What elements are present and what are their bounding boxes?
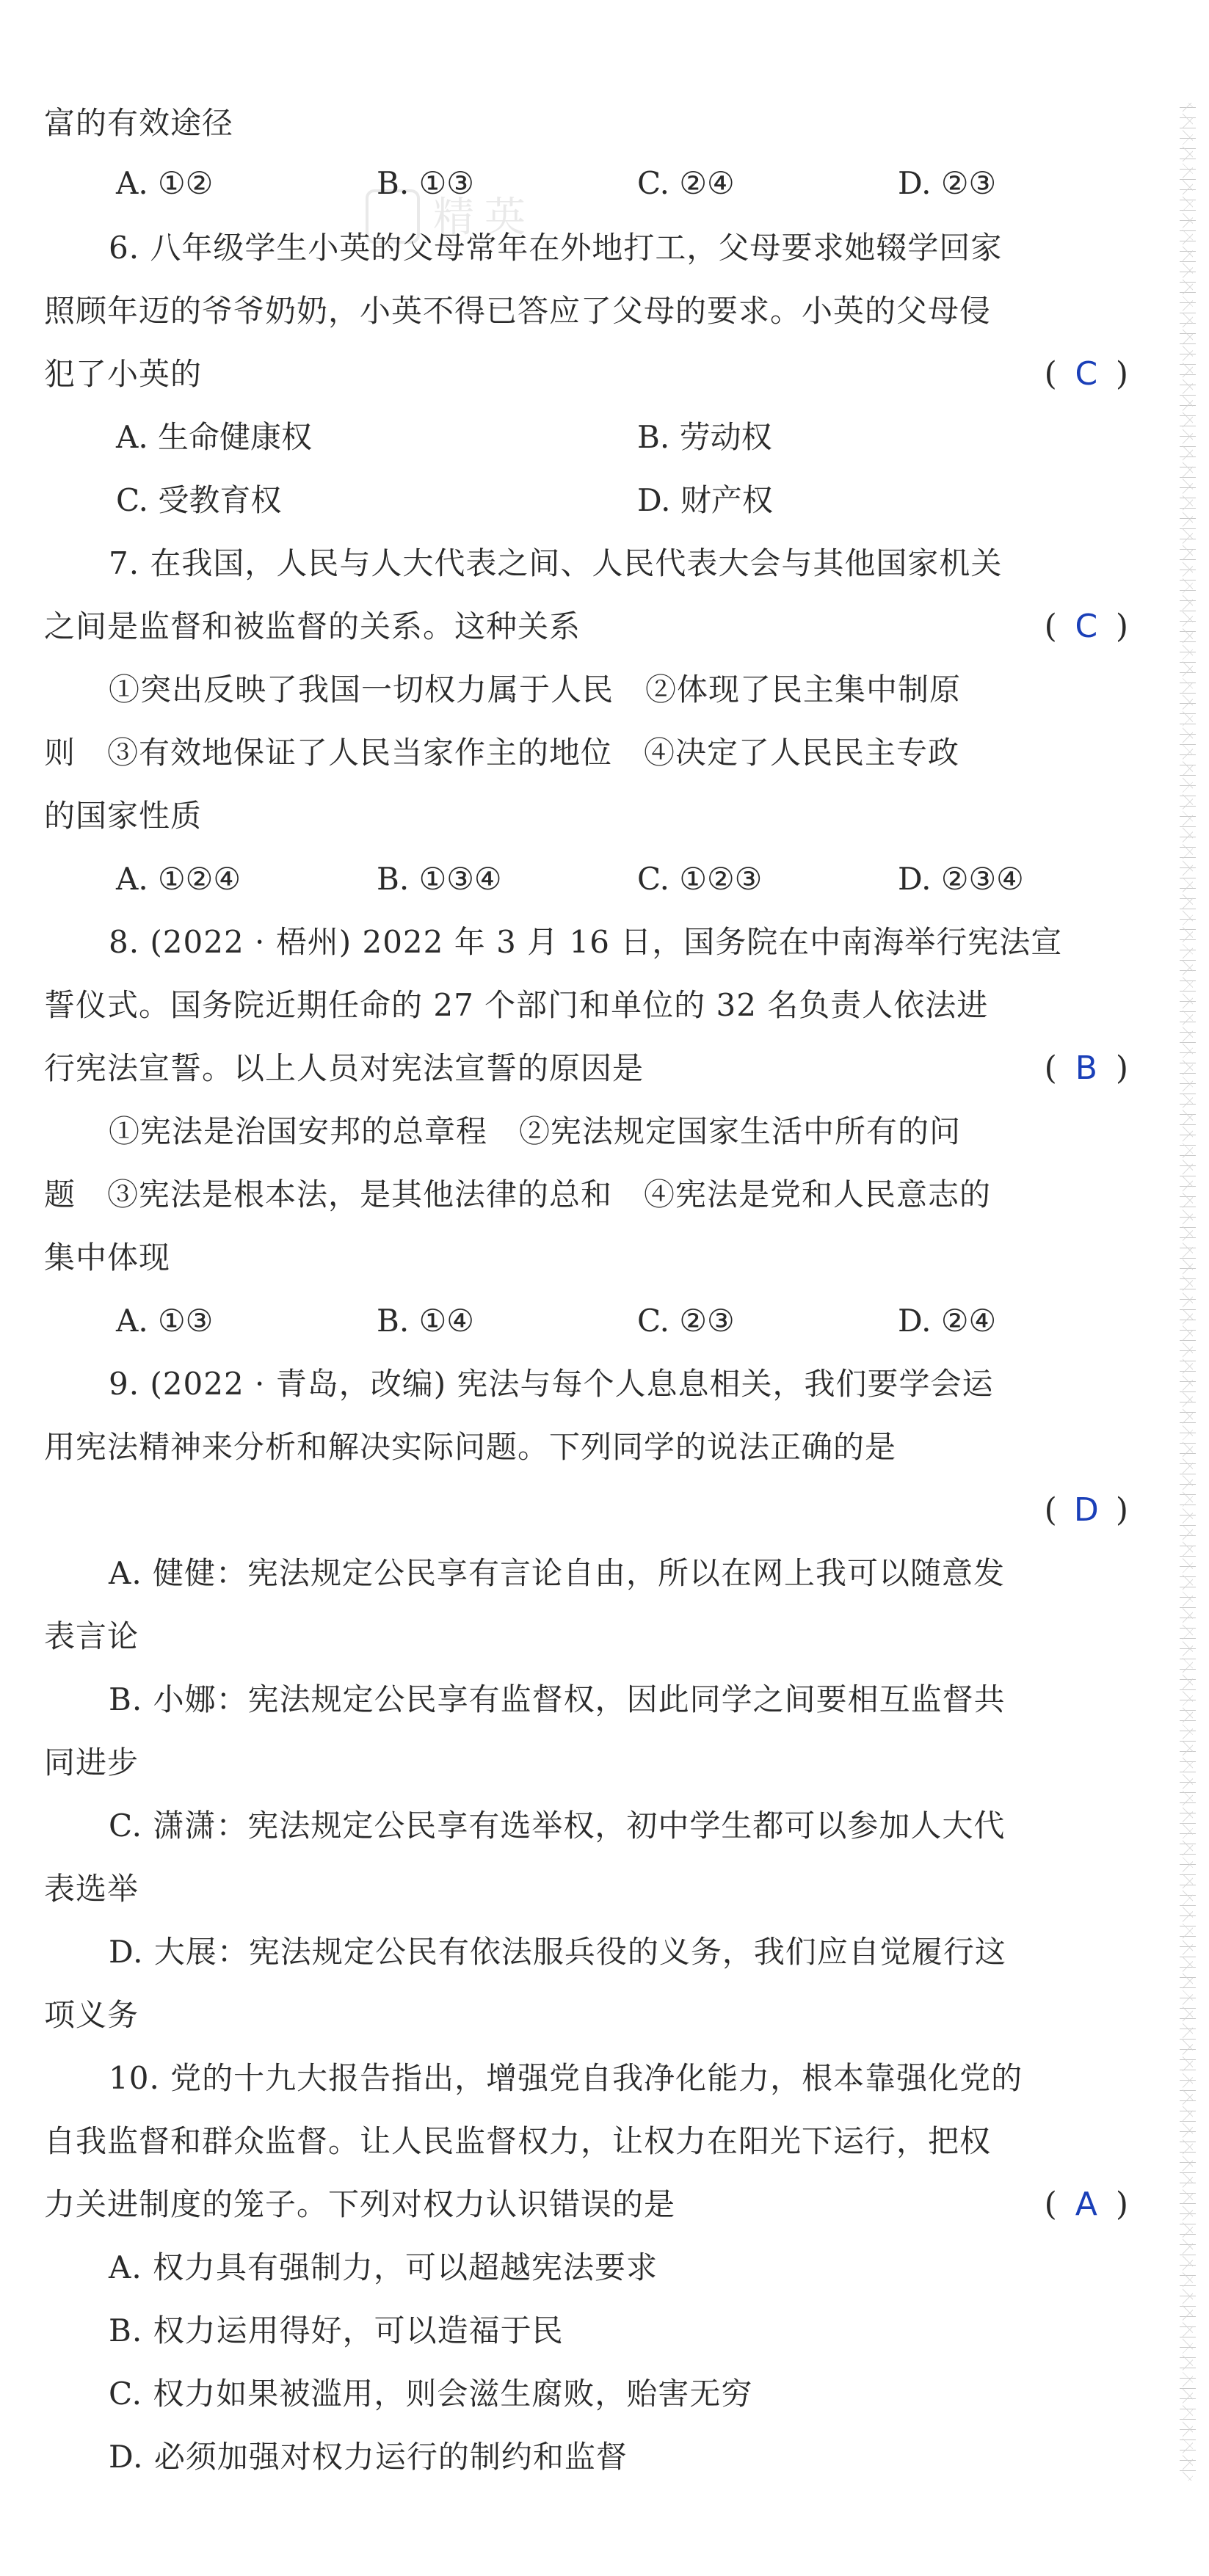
- q10-stem-3: 力关进制度的笼子。下列对权力认识错误的是: [44, 2186, 676, 2222]
- q9-option-c-2[interactable]: 表选举: [44, 1871, 139, 1907]
- q10-answer-value: A: [1075, 2186, 1097, 2223]
- q8-stem-1: 8. (2022 · 梧州) 2022 年 3 月 16 日，国务院在中南海举行宪法宣: [109, 924, 1063, 960]
- option-b[interactable]: B. ①③: [377, 165, 474, 201]
- option-b[interactable]: B. 劳动权: [637, 419, 772, 455]
- q8-answer: ( B ): [1045, 1048, 1128, 1089]
- option-a[interactable]: A. ①②: [116, 165, 214, 201]
- q8-statement-3: 集中体现: [44, 1240, 171, 1276]
- q8-stem-3: 行宪法宣誓。以上人员对宪法宣誓的原因是: [44, 1050, 645, 1086]
- option-c[interactable]: C. ①②③: [637, 861, 763, 897]
- q9-stem-1: 9. (2022 · 青岛，改编) 宪法与每个人息息相关，我们要学会运: [109, 1366, 994, 1402]
- option-d[interactable]: D. 财产权: [637, 482, 773, 518]
- q10-stem-2: 自我监督和群众监督。让人民监督权力，让权力在阳光下运行，把权: [44, 2123, 992, 2159]
- q7-answer: ( C ): [1045, 606, 1128, 647]
- q7-statement-3: 的国家性质: [44, 798, 203, 834]
- q5-options: [109, 163, 1128, 204]
- q9-option-d-2[interactable]: 项义务: [44, 1997, 139, 2033]
- option-d[interactable]: D. ②③④: [898, 861, 1024, 897]
- option-b[interactable]: B. ①④: [377, 1303, 474, 1339]
- q7-statement-1: ①突出反映了我国一切权力属于人民 ②体现了民主集中制原: [109, 672, 962, 707]
- q10-option-a[interactable]: A. 权力具有强制力，可以超越宪法要求: [109, 2249, 658, 2285]
- q8-statement-1: ①宪法是治国安邦的总章程 ②宪法规定国家生活中所有的问: [109, 1113, 962, 1149]
- q8-stem-2: 誓仪式。国务院近期任命的 27 个部门和单位的 32 名负责人依法进: [44, 987, 989, 1023]
- q9-answer-value: D: [1073, 1491, 1099, 1529]
- q6-stem-3: 犯了小英的: [44, 356, 203, 392]
- q7-stem-2: 之间是监督和被监督的关系。这种关系: [44, 608, 581, 644]
- q6-answer: ( C ): [1045, 354, 1128, 395]
- q9-option-b-1[interactable]: B. 小娜：宪法规定公民享有监督权，因此同学之间要相互监督共: [109, 1681, 1006, 1717]
- q8-answer-value: B: [1075, 1049, 1097, 1087]
- option-b[interactable]: B. ①③④: [377, 861, 502, 897]
- q10-option-d[interactable]: D. 必须加强对权力运行的制约和监督: [109, 2439, 628, 2475]
- option-a[interactable]: A. ①②④: [116, 861, 241, 897]
- q9-option-a-2[interactable]: 表言论: [44, 1618, 139, 1654]
- q10-stem-1: 10. 党的十九大报告指出，增强党自我净化能力，根本靠强化党的: [109, 2060, 1023, 2096]
- q6-stem-2: 照顾年迈的爷爷奶奶，小英不得已答应了父母的要求。小英的父母侵: [44, 293, 992, 329]
- q7-stem-1: 7. 在我国，人民与人大代表之间、人民代表大会与其他国家机关: [109, 545, 1003, 581]
- option-d[interactable]: D. ②④: [898, 1303, 997, 1339]
- q7-options: [109, 859, 1128, 900]
- q10-option-b[interactable]: B. 权力运用得好，可以造福于民: [109, 2313, 564, 2348]
- svg-text:英: 英: [484, 194, 526, 241]
- q6-stem-1: 6. 八年级学生小英的父母常年在外地打工，父母要求她辍学回家: [109, 230, 1003, 266]
- q9-option-b-2[interactable]: 同进步: [44, 1744, 139, 1780]
- q8-options: [109, 1300, 1128, 1342]
- text-line: 富的有效途径: [44, 105, 234, 141]
- q10-answer: ( A ): [1045, 2184, 1128, 2225]
- q6-options-row1: [109, 417, 1128, 458]
- option-d[interactable]: D. ②③: [898, 165, 997, 201]
- q9-option-a-1[interactable]: A. 健健：宪法规定公民享有言论自由，所以在网上我可以随意发: [109, 1555, 1006, 1591]
- q6-options-row2: [109, 480, 1128, 521]
- option-a[interactable]: A. ①③: [116, 1303, 214, 1339]
- option-c[interactable]: C. ②④: [637, 165, 735, 201]
- svg-text:精: 精: [433, 194, 474, 241]
- option-c[interactable]: C. 受教育权: [116, 482, 282, 518]
- option-a[interactable]: A. 生命健康权: [116, 419, 313, 455]
- decorative-border: [1180, 103, 1196, 2481]
- option-c[interactable]: C. ②③: [637, 1303, 735, 1339]
- q9-stem-2: 用宪法精神来分析和解决实际问题。下列同学的说法正确的是: [44, 1429, 897, 1465]
- q7-statement-2: 则 ③有效地保证了人民当家作主的地位 ④决定了人民民主专政: [44, 735, 960, 771]
- q9-option-d-1[interactable]: D. 大展：宪法规定公民有依法服兵役的义务，我们应自觉履行这: [109, 1934, 1006, 1970]
- q9-answer: ( D ): [1045, 1490, 1128, 1531]
- q6-answer-value: C: [1075, 355, 1098, 393]
- q9-option-c-1[interactable]: C. 潇潇：宪法规定公民享有选举权，初中学生都可以参加人大代: [109, 1808, 1006, 1844]
- q10-option-c[interactable]: C. 权力如果被滥用，则会滋生腐败，贻害无穷: [109, 2376, 753, 2412]
- q7-answer-value: C: [1075, 608, 1098, 645]
- q8-statement-2: 题 ③宪法是根本法，是其他法律的总和 ④宪法是党和人民意志的: [44, 1176, 992, 1212]
